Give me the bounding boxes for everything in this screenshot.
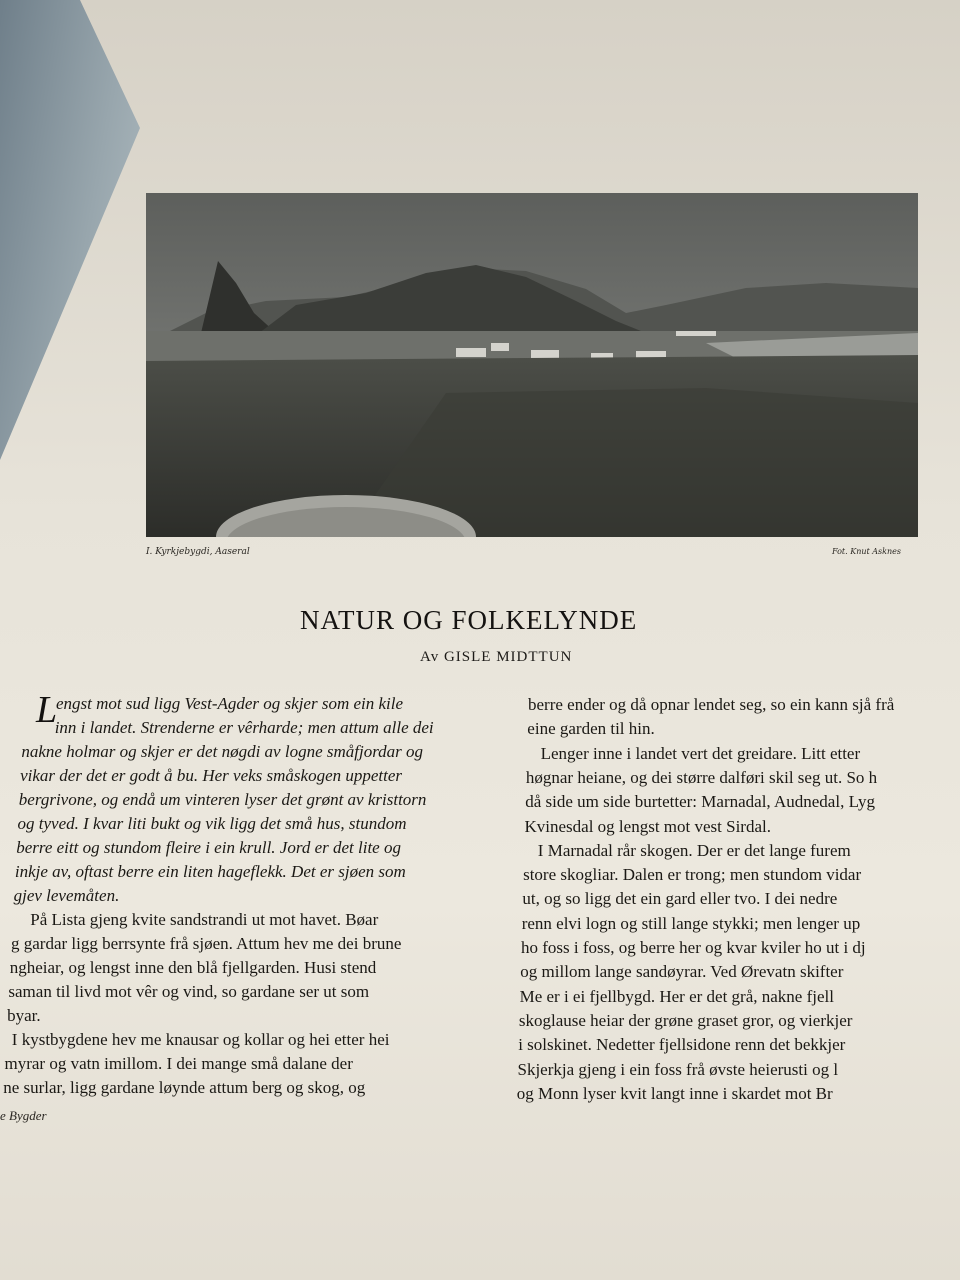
- body-text-line: ne surlar, ligg gardane løynde attum berg og skog, og: [3, 1078, 366, 1097]
- body-text-line: i solskinet. Nedetter fjellsidone renn det bekkjer: [518, 1035, 846, 1055]
- photo-caption: I. Kyrkjebygdi, Aaseral: [146, 547, 250, 557]
- body-text-line: berre ender og då opnar lendet seg, so ein kann sjå frå: [528, 695, 895, 714]
- landscape-photograph: [146, 193, 918, 537]
- body-text-line: og Monn lyser kvit langt inne i skardet mot Br: [516, 1083, 833, 1103]
- body-text-line: eine garden til hin.: [527, 719, 655, 739]
- body-text-line: inn i landet. Strenderne er vêrharde; men attum alle dei: [54, 718, 434, 737]
- body-text-line: då side um side burtetter: Marnadal, Audnedal, Lyg: [525, 792, 876, 812]
- article-title: NATUR OG FOLKELYNDE: [300, 605, 638, 635]
- body-text-line: ut, og so ligg det ein gard eller tvo. I dei nedre: [522, 889, 838, 909]
- body-text-line: myrar og vatn imillom. I dei mange små dalane der: [4, 1054, 353, 1073]
- body-text-line: Skjerkja gjeng i ein foss frå øvste heierusti og l: [517, 1059, 839, 1079]
- body-text-line: På Lista gjeng kvite sandstrandi ut mot havet. Bøar: [30, 910, 379, 929]
- body-text-line: inkje av, oftast berre ein liten hageflekk. Det er sjøen som: [14, 862, 406, 881]
- body-text-line: byar.: [7, 1006, 41, 1025]
- running-footer: e Bygder: [0, 1108, 47, 1123]
- drop-cap: L: [36, 689, 58, 731]
- body-text-line: nakne holmar og skjer er det nøgdi av logne småfjordar og: [21, 742, 424, 761]
- body-text-line: Lenger inne i landet vert det greidare. Litt etter: [540, 743, 861, 763]
- body-text-line: gjev levemåten.: [13, 886, 120, 905]
- photo-credit: Fot. Knut Asknes: [832, 547, 901, 556]
- body-text-line: saman til livd mot vêr og vind, so gardane ser ut som: [8, 982, 370, 1001]
- body-text-line: skoglause heiar der grøne graset gror, og vierkjer: [518, 1010, 853, 1030]
- body-text-line: Me er i ei fjellbygd. Her er det grå, nakne fjell: [519, 986, 834, 1006]
- body-text-line: vikar der det er godt å bu. Her veks småskogen uppetter: [20, 766, 403, 785]
- body-text-line: I Marnadal rår skogen. Der er det lange furem: [537, 840, 851, 860]
- body-text-line: bergrivone, og endå um vinteren lyser det grønt av kristtorn: [18, 790, 427, 809]
- body-text-line: ho foss i foss, og berre her og kvar kviler ho ut i dj: [521, 938, 866, 957]
- article-byline: Av GISLE MIDTTUN: [420, 649, 573, 665]
- body-text-line: og tyved. I kvar liti bukt og vik ligg det små hus, stundom: [17, 814, 407, 833]
- body-text-line: I kystbygdene hev me knausar og kollar og hei etter hei: [11, 1030, 390, 1049]
- body-text-line: ngheiar, og lengst inne den blå fjellgarden. Husi stend: [9, 958, 377, 977]
- body-text-line: høgnar heiane, og dei større dalføri skil seg ut. So h: [525, 767, 878, 787]
- body-text-line: berre eitt og stundom fleire i ein krull. Jord er det lite og: [16, 838, 401, 857]
- body-text-line: og millom lange sandøyrar. Ved Ørevatn skifter: [520, 962, 844, 982]
- body-text-line: renn elvi logn og still lange stykki; men lenger up: [521, 913, 861, 933]
- body-text-line: engst mot sud ligg Vest-Agder og skjer som ein kile: [56, 694, 404, 713]
- body-text-line: g gardar ligg berrsynte frå sjøen. Attum hev me dei brune: [11, 934, 402, 953]
- body-text-line: Kvinesdal og lengst mot vest Sirdal.: [524, 816, 771, 836]
- landscape-illustration: [146, 193, 918, 537]
- body-text-line: store skogliar. Dalen er trong; men stundom vidar: [523, 865, 862, 885]
